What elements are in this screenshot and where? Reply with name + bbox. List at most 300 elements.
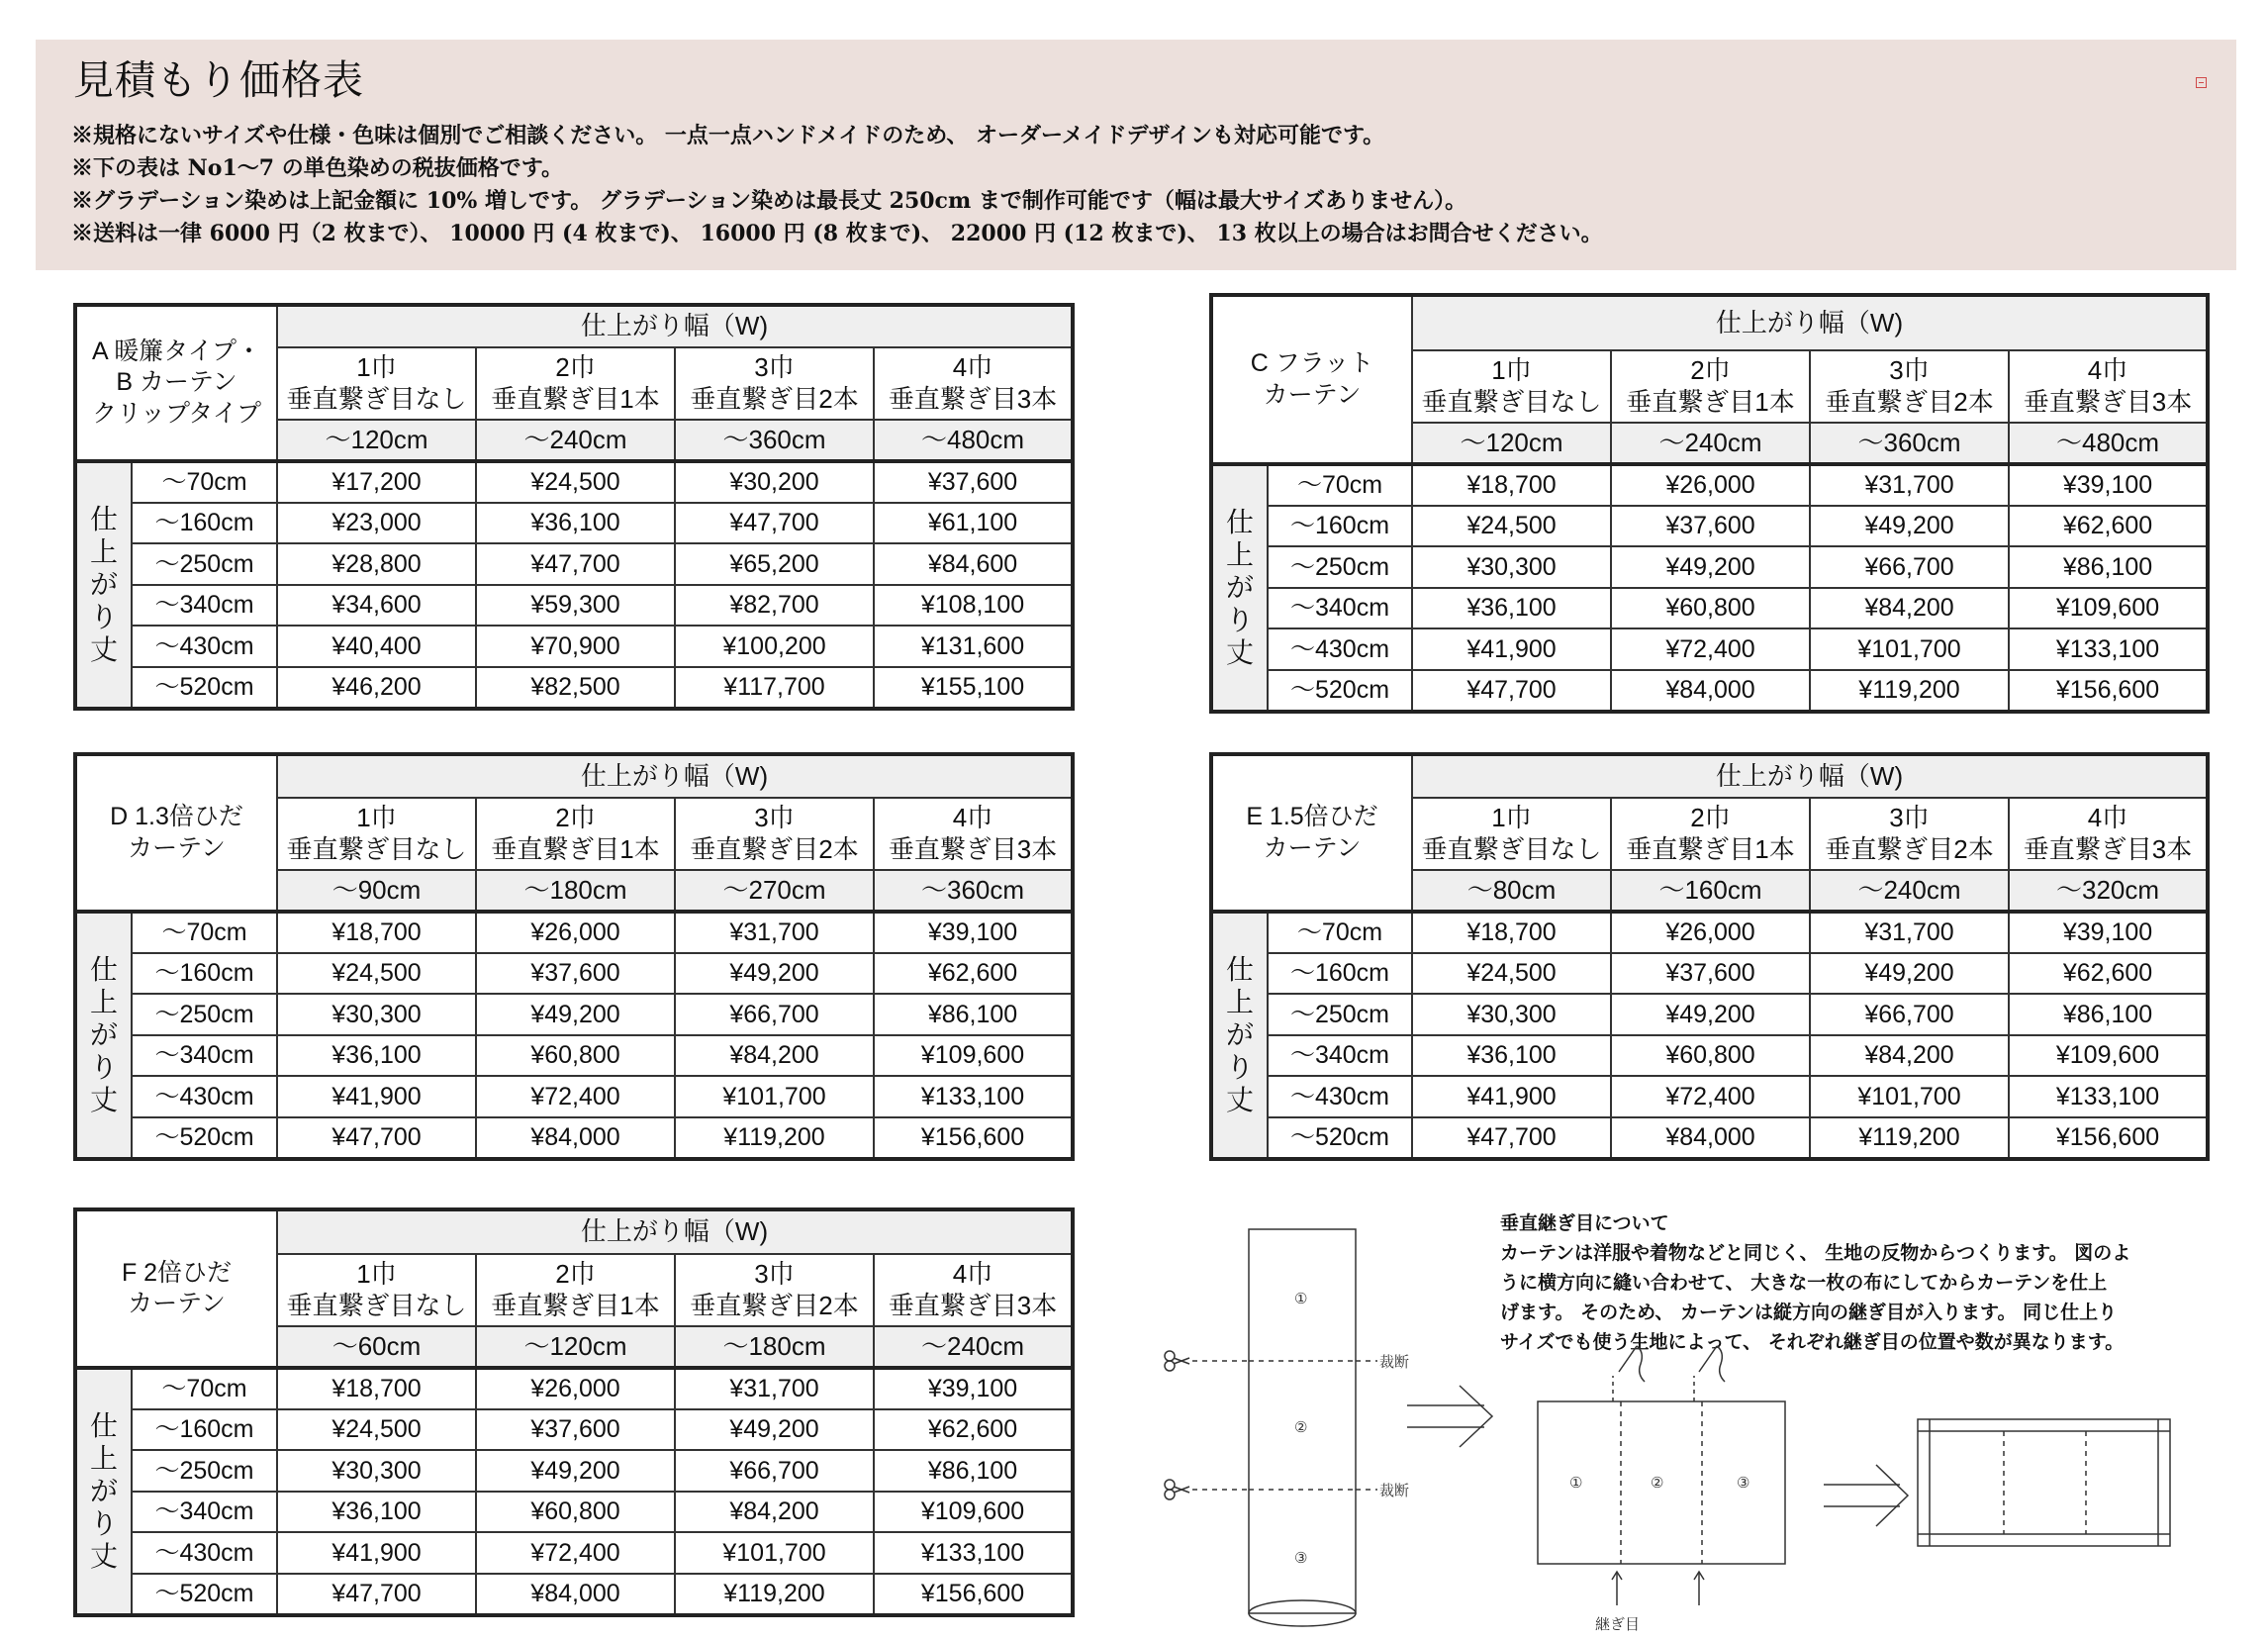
price-table-a bbox=[73, 303, 1075, 711]
width-range: 〜360cm bbox=[874, 870, 1073, 912]
width-header: 仕上がり幅（W) bbox=[277, 305, 1073, 347]
row-length: 〜70cm bbox=[132, 1368, 277, 1409]
table-row bbox=[75, 503, 1073, 544]
column-seams: 垂直繋ぎ目なし bbox=[1421, 386, 1602, 417]
price-cell: ¥41,900 bbox=[277, 1076, 476, 1117]
column-header bbox=[874, 798, 1073, 870]
length-label-char: り bbox=[89, 1052, 118, 1084]
price-cell: ¥84,000 bbox=[476, 1574, 675, 1615]
length-label-char: り bbox=[1225, 605, 1254, 636]
column-seams: 垂直繋ぎ目2本 bbox=[1825, 386, 1994, 417]
column-header bbox=[1810, 798, 2009, 870]
price-cell: ¥101,700 bbox=[1810, 1076, 2009, 1117]
price-cell: ¥39,100 bbox=[2009, 912, 2208, 953]
length-label-char: 上 bbox=[1225, 987, 1254, 1018]
table-row bbox=[1211, 670, 2208, 712]
row-length: 〜520cm bbox=[132, 667, 277, 709]
price-cell: ¥18,700 bbox=[277, 912, 476, 953]
table-row bbox=[1211, 464, 2208, 506]
length-label-char: り bbox=[89, 602, 118, 633]
column-header bbox=[1412, 798, 1611, 870]
price-cell: ¥37,600 bbox=[1611, 506, 1810, 547]
info-header bbox=[36, 40, 2236, 270]
width-range: 〜180cm bbox=[476, 870, 675, 912]
price-cell: ¥119,200 bbox=[675, 1574, 874, 1615]
roll-panel-number-3: ③ bbox=[1294, 1549, 1308, 1567]
roll-panel-number-2: ② bbox=[1294, 1418, 1308, 1436]
column-panels: 3巾 bbox=[754, 1259, 795, 1290]
table-name-line: E 1.5倍ひだ bbox=[1246, 803, 1378, 831]
column-seams: 垂直繋ぎ目1本 bbox=[491, 833, 660, 864]
price-cell: ¥109,600 bbox=[2009, 588, 2208, 629]
table-name-line: カーテン bbox=[1263, 380, 1362, 409]
price-cell: ¥60,800 bbox=[1611, 588, 1810, 629]
row-length: 〜160cm bbox=[1268, 506, 1412, 547]
table-row bbox=[75, 1532, 1073, 1574]
price-cell: ¥86,100 bbox=[874, 1450, 1073, 1492]
column-panels: 4巾 bbox=[952, 1259, 993, 1290]
column-seams: 垂直繋ぎ目2本 bbox=[690, 833, 859, 864]
width-header: 仕上がり幅（W) bbox=[277, 754, 1073, 798]
price-cell: ¥156,600 bbox=[874, 1574, 1073, 1615]
row-length: 〜340cm bbox=[1268, 588, 1412, 629]
price-cell: ¥62,600 bbox=[2009, 506, 2208, 547]
panel-number-3: ③ bbox=[1737, 1474, 1750, 1492]
price-cell: ¥133,100 bbox=[874, 1532, 1073, 1574]
arrow-right-icon bbox=[1407, 1386, 1492, 1447]
table-row bbox=[75, 461, 1073, 503]
table-name bbox=[75, 1209, 277, 1368]
row-length: 〜250cm bbox=[132, 1450, 277, 1492]
length-label-char: 仕 bbox=[1225, 954, 1254, 986]
column-seams: 垂直繋ぎ目なし bbox=[286, 833, 467, 864]
column-seams: 垂直繋ぎ目3本 bbox=[888, 833, 1058, 864]
arrow-up-icon bbox=[1694, 1572, 1704, 1605]
width-range: 〜120cm bbox=[277, 420, 476, 461]
note-line-4: ※送料は一律 6000 円（2 枚まで）、 10000 円 (4 枚まで)、 16000 円 (8 枚まで)、 22000 円 (12 枚まで)、 13 枚以上の場合はお問合せください。 bbox=[71, 221, 1603, 246]
price-cell: ¥37,600 bbox=[1611, 953, 1810, 995]
price-cell: ¥37,600 bbox=[874, 461, 1073, 503]
price-cell: ¥86,100 bbox=[874, 994, 1073, 1035]
column-panels: 3巾 bbox=[1889, 803, 1930, 833]
width-range: 〜240cm bbox=[476, 420, 675, 461]
column-seams: 垂直繋ぎ目1本 bbox=[491, 1290, 660, 1320]
price-cell: ¥133,100 bbox=[2009, 628, 2208, 670]
length-label bbox=[75, 1368, 132, 1615]
length-label-char: り bbox=[1225, 1052, 1254, 1084]
header-row bbox=[75, 305, 1073, 347]
table-row bbox=[1211, 1035, 2208, 1077]
row-length: 〜340cm bbox=[132, 585, 277, 627]
column-header bbox=[874, 347, 1073, 420]
width-range: 〜60cm bbox=[277, 1326, 476, 1368]
needle-icon bbox=[1619, 1346, 1645, 1382]
note-line-2: ※下の表は No1〜7 の単色染めの税抜価格です。 bbox=[71, 155, 563, 181]
table-name-line: A 暖簾タイプ・ bbox=[92, 338, 261, 366]
width-range: 〜160cm bbox=[1611, 870, 1810, 912]
price-cell: ¥155,100 bbox=[874, 667, 1073, 709]
column-header bbox=[2009, 350, 2208, 423]
page-title: 見積もり価格表 bbox=[73, 56, 364, 104]
table-name bbox=[1211, 754, 1412, 912]
price-cell: ¥31,700 bbox=[675, 912, 874, 953]
price-cell: ¥49,200 bbox=[476, 1450, 675, 1492]
row-length: 〜250cm bbox=[132, 994, 277, 1035]
price-cell: ¥47,700 bbox=[1412, 1117, 1611, 1159]
price-cell: ¥60,800 bbox=[1611, 1035, 1810, 1077]
panel-number-1: ① bbox=[1569, 1474, 1583, 1492]
price-cell: ¥66,700 bbox=[1810, 546, 2009, 588]
seam-note-line-3: げます。 そのため、 カーテンは縦方向の継ぎ目が入ります。 同じ仕上り bbox=[1500, 1302, 2118, 1323]
price-cell: ¥47,700 bbox=[277, 1574, 476, 1615]
price-cell: ¥66,700 bbox=[1810, 994, 2009, 1035]
table-row bbox=[1211, 588, 2208, 629]
column-panels: 3巾 bbox=[754, 352, 795, 383]
column-seams: 垂直繋ぎ目2本 bbox=[1825, 833, 1994, 864]
needle-icon bbox=[1699, 1346, 1725, 1382]
price-cell: ¥24,500 bbox=[277, 953, 476, 995]
price-cell: ¥37,600 bbox=[476, 953, 675, 995]
arrow-up-icon bbox=[1612, 1572, 1622, 1605]
table-row bbox=[1211, 546, 2208, 588]
row-length: 〜70cm bbox=[1268, 464, 1412, 506]
price-cell: ¥30,300 bbox=[1412, 994, 1611, 1035]
price-cell: ¥62,600 bbox=[2009, 953, 2208, 995]
column-header bbox=[476, 1254, 675, 1326]
price-cell: ¥101,700 bbox=[675, 1076, 874, 1117]
row-length: 〜160cm bbox=[132, 1409, 277, 1451]
column-header bbox=[1611, 798, 1810, 870]
cut-label-1: 裁断 bbox=[1379, 1353, 1410, 1371]
price-cell: ¥84,600 bbox=[874, 543, 1073, 585]
price-cell: ¥26,000 bbox=[476, 1368, 675, 1409]
cut-label-2: 裁断 bbox=[1379, 1482, 1410, 1499]
table-row bbox=[75, 912, 1073, 953]
price-cell: ¥156,600 bbox=[2009, 1117, 2208, 1159]
price-cell: ¥36,100 bbox=[1412, 1035, 1611, 1077]
width-range: 〜80cm bbox=[1412, 870, 1611, 912]
panel-number-2: ② bbox=[1651, 1474, 1664, 1492]
price-cell: ¥84,000 bbox=[476, 1117, 675, 1159]
width-range: 〜120cm bbox=[476, 1326, 675, 1368]
column-seams: 垂直繋ぎ目3本 bbox=[888, 383, 1058, 414]
price-cell: ¥18,700 bbox=[277, 1368, 476, 1409]
width-range: 〜240cm bbox=[1611, 423, 1810, 464]
table-row bbox=[1211, 1076, 2208, 1117]
table-row bbox=[75, 667, 1073, 709]
length-label-char: り bbox=[89, 1508, 118, 1540]
table-row bbox=[75, 1409, 1073, 1451]
price-cell: ¥24,500 bbox=[277, 1409, 476, 1451]
length-label-char: 上 bbox=[89, 987, 118, 1018]
column-header bbox=[2009, 798, 2208, 870]
column-header bbox=[476, 347, 675, 420]
price-cell: ¥72,400 bbox=[1611, 1076, 1810, 1117]
price-cell: ¥26,000 bbox=[1611, 464, 1810, 506]
price-cell: ¥66,700 bbox=[675, 994, 874, 1035]
price-cell: ¥26,000 bbox=[1611, 912, 1810, 953]
price-cell: ¥36,100 bbox=[277, 1035, 476, 1077]
length-label bbox=[1211, 464, 1268, 712]
price-cell: ¥47,700 bbox=[476, 543, 675, 585]
column-header bbox=[1611, 350, 1810, 423]
price-cell: ¥119,200 bbox=[1810, 670, 2009, 712]
column-header bbox=[675, 347, 874, 420]
column-seams: 垂直繋ぎ目なし bbox=[286, 1290, 467, 1320]
seam-note-line-2: うに横方向に縫い合わせて、 大きな一枚の布にしてからカーテンを仕上 bbox=[1500, 1272, 2108, 1294]
seam-note-line-4: サイズでも使う生地によって、 それぞれ継ぎ目の位置や数が異なります。 bbox=[1500, 1331, 2125, 1353]
column-panels: 2巾 bbox=[555, 1259, 596, 1290]
column-seams: 垂直繋ぎ目3本 bbox=[888, 1290, 1058, 1320]
column-panels: 1巾 bbox=[1491, 355, 1532, 386]
column-seams: 垂直繋ぎ目1本 bbox=[491, 383, 660, 414]
price-cell: ¥109,600 bbox=[874, 1492, 1073, 1533]
price-cell: ¥119,200 bbox=[675, 1117, 874, 1159]
price-cell: ¥49,200 bbox=[1810, 953, 2009, 995]
price-cell: ¥34,600 bbox=[277, 585, 476, 627]
column-header bbox=[1412, 350, 1611, 423]
column-panels: 2巾 bbox=[555, 352, 596, 383]
note-line-3: ※グラデーション染めは上記金額に 10% 増しです。 グラデーション染めは最長丈 250cm まで制作可能です（幅は最大サイズありません）。 bbox=[71, 188, 1467, 214]
width-range: 〜90cm bbox=[277, 870, 476, 912]
price-cell: ¥60,800 bbox=[476, 1492, 675, 1533]
table-name bbox=[75, 305, 277, 461]
table-name-line: カーテン bbox=[128, 833, 226, 862]
price-cell: ¥41,900 bbox=[1412, 1076, 1611, 1117]
width-header: 仕上がり幅（W) bbox=[277, 1209, 1073, 1254]
row-length: 〜70cm bbox=[1268, 912, 1412, 953]
row-length: 〜430cm bbox=[132, 626, 277, 667]
price-cell: ¥49,200 bbox=[476, 994, 675, 1035]
width-range: 〜480cm bbox=[874, 420, 1073, 461]
header-row bbox=[1211, 295, 2208, 350]
width-range: 〜270cm bbox=[675, 870, 874, 912]
price-cell: ¥131,600 bbox=[874, 626, 1073, 667]
price-cell: ¥72,400 bbox=[476, 1532, 675, 1574]
price-cell: ¥49,200 bbox=[675, 1409, 874, 1451]
table-row bbox=[75, 543, 1073, 585]
width-range: 〜240cm bbox=[1810, 870, 2009, 912]
column-header bbox=[277, 347, 476, 420]
length-label-char: が bbox=[89, 569, 118, 601]
row-length: 〜250cm bbox=[1268, 546, 1412, 588]
row-length: 〜340cm bbox=[132, 1492, 277, 1533]
price-cell: ¥17,200 bbox=[277, 461, 476, 503]
price-cell: ¥39,100 bbox=[874, 912, 1073, 953]
price-cell: ¥86,100 bbox=[2009, 546, 2208, 588]
length-label-char: 仕 bbox=[1225, 507, 1254, 538]
price-cell: ¥36,100 bbox=[476, 503, 675, 544]
table-row bbox=[1211, 953, 2208, 995]
length-label-char: 丈 bbox=[1225, 1085, 1254, 1116]
header-row bbox=[75, 1209, 1073, 1254]
column-header bbox=[675, 1254, 874, 1326]
price-cell: ¥119,200 bbox=[1810, 1117, 2009, 1159]
length-label bbox=[75, 912, 132, 1159]
price-cell: ¥41,900 bbox=[1412, 628, 1611, 670]
price-cell: ¥18,700 bbox=[1412, 464, 1611, 506]
price-cell: ¥133,100 bbox=[874, 1076, 1073, 1117]
column-seams: 垂直繋ぎ目3本 bbox=[2023, 386, 2193, 417]
width-range: 〜480cm bbox=[2009, 423, 2208, 464]
price-cell: ¥23,000 bbox=[277, 503, 476, 544]
table-name-line: D 1.3倍ひだ bbox=[110, 803, 243, 831]
column-seams: 垂直繋ぎ目1本 bbox=[1626, 386, 1795, 417]
length-label-char: 丈 bbox=[89, 634, 118, 666]
length-label-char: が bbox=[1225, 1019, 1254, 1051]
price-cell: ¥72,400 bbox=[1611, 628, 1810, 670]
price-cell: ¥65,200 bbox=[675, 543, 874, 585]
table-row bbox=[75, 585, 1073, 627]
price-cell: ¥156,600 bbox=[2009, 670, 2208, 712]
price-cell: ¥84,200 bbox=[1810, 1035, 2009, 1077]
column-header bbox=[1810, 350, 2009, 423]
price-cell: ¥28,800 bbox=[277, 543, 476, 585]
length-label-char: が bbox=[89, 1019, 118, 1051]
column-panels: 3巾 bbox=[1889, 355, 1930, 386]
table-row bbox=[1211, 994, 2208, 1035]
length-label-char: 仕 bbox=[89, 1410, 118, 1442]
price-cell: ¥133,100 bbox=[2009, 1076, 2208, 1117]
price-table-d bbox=[73, 752, 1075, 1161]
table-name-line: C フラット bbox=[1250, 349, 1374, 378]
seam-diagram bbox=[1148, 1198, 2236, 1633]
price-cell: ¥49,200 bbox=[1611, 546, 1810, 588]
header-row bbox=[75, 754, 1073, 798]
row-length: 〜70cm bbox=[132, 461, 277, 503]
price-cell: ¥70,900 bbox=[476, 626, 675, 667]
seam-label: 継ぎ目 bbox=[1595, 1615, 1641, 1633]
price-cell: ¥31,700 bbox=[1810, 912, 2009, 953]
arrow-right-icon bbox=[1824, 1465, 1908, 1526]
row-length: 〜430cm bbox=[132, 1532, 277, 1574]
length-label bbox=[1211, 912, 1268, 1159]
price-cell: ¥39,100 bbox=[874, 1368, 1073, 1409]
finished-curtain bbox=[1918, 1419, 2170, 1546]
price-cell: ¥30,300 bbox=[277, 1450, 476, 1492]
header-row bbox=[1211, 754, 2208, 798]
price-cell: ¥24,500 bbox=[476, 461, 675, 503]
width-range: 〜320cm bbox=[2009, 870, 2208, 912]
column-header bbox=[874, 1254, 1073, 1326]
price-cell: ¥72,400 bbox=[476, 1076, 675, 1117]
price-table-c bbox=[1209, 293, 2210, 714]
column-header bbox=[277, 798, 476, 870]
length-label-char: 上 bbox=[89, 1443, 118, 1475]
table-row bbox=[75, 1574, 1073, 1615]
price-cell: ¥49,200 bbox=[1611, 994, 1810, 1035]
length-label-char: 仕 bbox=[89, 504, 118, 535]
price-cell: ¥37,600 bbox=[476, 1409, 675, 1451]
price-cell: ¥30,300 bbox=[277, 994, 476, 1035]
table-row bbox=[75, 1450, 1073, 1492]
column-panels: 4巾 bbox=[2087, 355, 2128, 386]
row-length: 〜520cm bbox=[132, 1574, 277, 1615]
column-panels: 1巾 bbox=[356, 1259, 397, 1290]
length-label-char: 丈 bbox=[1225, 637, 1254, 669]
table-name-line: B カーテン bbox=[116, 368, 237, 397]
price-cell: ¥41,900 bbox=[277, 1532, 476, 1574]
table-row bbox=[75, 1117, 1073, 1159]
price-cell: ¥40,400 bbox=[277, 626, 476, 667]
price-cell: ¥36,100 bbox=[277, 1492, 476, 1533]
price-cell: ¥100,200 bbox=[675, 626, 874, 667]
price-cell: ¥47,700 bbox=[1412, 670, 1611, 712]
row-length: 〜340cm bbox=[132, 1035, 277, 1077]
price-cell: ¥86,100 bbox=[2009, 994, 2208, 1035]
price-cell: ¥46,200 bbox=[277, 667, 476, 709]
row-length: 〜70cm bbox=[132, 912, 277, 953]
row-length: 〜430cm bbox=[1268, 1076, 1412, 1117]
scissors-icon bbox=[1165, 1351, 1189, 1371]
row-length: 〜160cm bbox=[132, 503, 277, 544]
price-cell: ¥31,700 bbox=[1810, 464, 2009, 506]
price-cell: ¥66,700 bbox=[675, 1450, 874, 1492]
width-header: 仕上がり幅（W) bbox=[1412, 295, 2208, 350]
price-cell: ¥24,500 bbox=[1412, 953, 1611, 995]
price-cell: ¥30,200 bbox=[675, 461, 874, 503]
length-label-char: 丈 bbox=[89, 1541, 118, 1573]
length-label-char: 上 bbox=[89, 536, 118, 568]
column-seams: 垂直繋ぎ目1本 bbox=[1626, 833, 1795, 864]
column-panels: 1巾 bbox=[356, 803, 397, 833]
column-header bbox=[277, 1254, 476, 1326]
column-seams: 垂直繋ぎ目なし bbox=[286, 383, 467, 414]
table-row bbox=[1211, 506, 2208, 547]
column-header bbox=[476, 798, 675, 870]
column-panels: 2巾 bbox=[1690, 355, 1731, 386]
table-row bbox=[1211, 628, 2208, 670]
price-cell: ¥47,700 bbox=[675, 503, 874, 544]
column-seams: 垂直繋ぎ目2本 bbox=[690, 1290, 859, 1320]
column-seams: 垂直繋ぎ目3本 bbox=[2023, 833, 2193, 864]
width-header: 仕上がり幅（W) bbox=[1412, 754, 2208, 798]
price-cell: ¥24,500 bbox=[1412, 506, 1611, 547]
price-cell: ¥84,200 bbox=[1810, 588, 2009, 629]
column-seams: 垂直繋ぎ目なし bbox=[1421, 833, 1602, 864]
seam-note-title: 垂直継ぎ目について bbox=[1500, 1212, 1669, 1234]
price-cell: ¥82,700 bbox=[675, 585, 874, 627]
price-cell: ¥101,700 bbox=[675, 1532, 874, 1574]
length-label-char: 丈 bbox=[89, 1085, 118, 1116]
table-row bbox=[75, 1076, 1073, 1117]
table-row bbox=[75, 1035, 1073, 1077]
table-name-line: クリップタイプ bbox=[92, 399, 262, 428]
row-length: 〜160cm bbox=[1268, 953, 1412, 995]
column-header bbox=[675, 798, 874, 870]
note-line-1: ※規格にないサイズや仕様・色味は個別でご相談ください。 一点一点ハンドメイドのため、 オーダーメイドデザインも対応可能です。 bbox=[71, 123, 1385, 148]
row-length: 〜250cm bbox=[132, 543, 277, 585]
row-length: 〜430cm bbox=[1268, 628, 1412, 670]
length-label-char: 仕 bbox=[89, 954, 118, 986]
table-name-line: F 2倍ひだ bbox=[121, 1258, 233, 1287]
price-cell: ¥109,600 bbox=[2009, 1035, 2208, 1077]
price-cell: ¥62,600 bbox=[874, 1409, 1073, 1451]
price-cell: ¥62,600 bbox=[874, 953, 1073, 995]
table-row bbox=[1211, 912, 2208, 953]
table-row bbox=[75, 994, 1073, 1035]
price-cell: ¥18,700 bbox=[1412, 912, 1611, 953]
price-cell: ¥49,200 bbox=[675, 953, 874, 995]
price-cell: ¥156,600 bbox=[874, 1117, 1073, 1159]
column-seams: 垂直繋ぎ目2本 bbox=[690, 383, 859, 414]
row-length: 〜340cm bbox=[1268, 1035, 1412, 1077]
expand-icon[interactable] bbox=[2196, 77, 2207, 88]
price-cell: ¥61,100 bbox=[874, 503, 1073, 544]
width-range: 〜120cm bbox=[1412, 423, 1611, 464]
row-length: 〜430cm bbox=[132, 1076, 277, 1117]
table-row bbox=[75, 1492, 1073, 1533]
